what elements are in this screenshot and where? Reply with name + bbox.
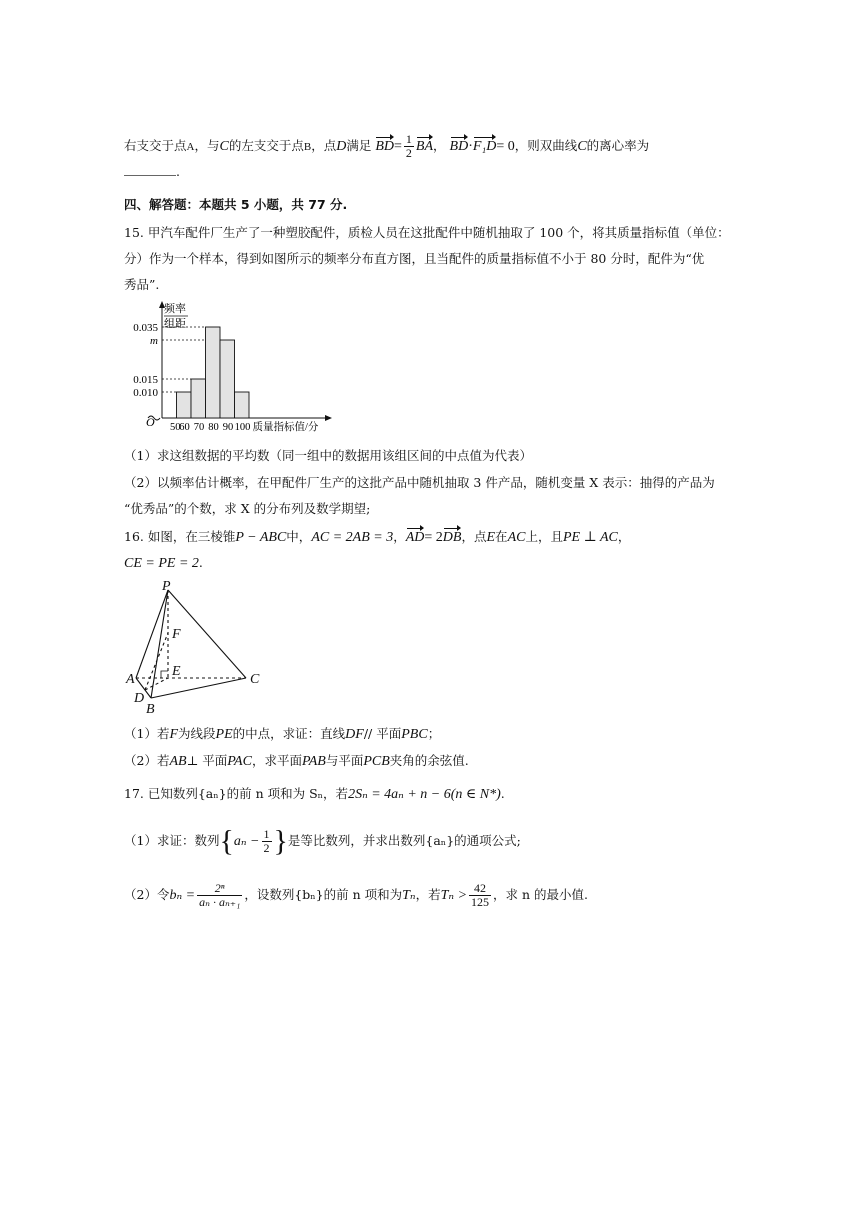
tn-inequality: Tₙ > <box>440 888 468 903</box>
pyramid-figure <box>120 578 270 718</box>
pyramid-name: P − ABC <box>235 530 287 545</box>
q16-sub1 <box>124 725 440 744</box>
q16-text: ，点 <box>461 529 487 544</box>
q14-point-a: A <box>186 141 195 153</box>
plane-pcb: PCB <box>363 754 390 769</box>
edge-bc <box>151 678 246 698</box>
q17-sub2-text: ，若 <box>415 887 441 902</box>
frac-den: 2 <box>263 841 270 855</box>
period: . <box>198 555 203 570</box>
vector-bd-2: BD <box>449 139 469 154</box>
frac-den: 125 <box>471 895 490 909</box>
period: . <box>500 786 505 801</box>
frac-num: 42 <box>469 882 491 896</box>
q16-sub1-text: （1）若 <box>124 726 170 741</box>
q14-text-a: 右支交于点 <box>124 138 187 153</box>
frequency-histogram <box>120 298 340 438</box>
x-tick-label: 80 <box>208 422 219 433</box>
q14-text-g: ，点 <box>311 138 337 153</box>
histogram-bar <box>220 340 235 418</box>
period: . <box>176 164 180 179</box>
q16-sub2-text: （2）若 <box>124 753 170 768</box>
plane-pbc: PBC <box>401 727 428 742</box>
label-f: F <box>172 627 181 642</box>
q16-text: 在 <box>495 529 508 544</box>
fraction-half <box>262 828 272 855</box>
segment-de <box>145 678 168 690</box>
comma: ， <box>433 138 446 153</box>
q17-sub1-text: 是等比数列，并求出数列{aₙ}的通项公式; <box>287 833 521 848</box>
x-axis-arrow <box>325 415 332 421</box>
x-tick-label: 90 <box>222 422 234 433</box>
q14-c: C <box>219 139 229 154</box>
q16-sub1-text: // 平面 <box>363 726 402 741</box>
q16-sub2-text: 夹角的余弦值. <box>389 753 469 768</box>
frac-num: 1 <box>405 132 412 146</box>
segment-pe-label: PE <box>215 727 233 742</box>
equals-zero: = 0 <box>496 139 515 154</box>
bn-def: bₙ = <box>169 888 196 903</box>
q16-sub2-text: ⊥ 平面 <box>186 753 228 768</box>
vector-ad: AD <box>405 530 425 545</box>
y-tick-label: m <box>150 335 158 347</box>
q15-line3: 秀品”. <box>124 277 160 292</box>
q16-sub1-text: ； <box>427 726 441 741</box>
q17-sub1 <box>124 824 521 858</box>
edge-pa <box>136 590 168 678</box>
right-brace: } <box>273 824 288 858</box>
histogram-bar <box>235 392 250 418</box>
histogram-bar <box>177 392 192 418</box>
label-c: C <box>250 672 260 687</box>
q16-sub1-text: 的中点，求证：直线 <box>232 726 346 741</box>
right-angle-mark <box>161 671 168 678</box>
q14-point-b: B <box>303 141 312 153</box>
q14-d: D <box>336 139 347 154</box>
q16-text: 中， <box>286 529 312 544</box>
frac-num: 2ⁿ <box>197 882 242 896</box>
q16-text: ， <box>617 529 631 544</box>
section-heading: 四、解答题：本题共 5 小题，共 77 分. <box>124 197 348 212</box>
segment-df <box>145 633 168 690</box>
dot-product: · <box>468 139 473 154</box>
q16-sub2-text: 与平面 <box>325 753 364 768</box>
q14-text-c: ，与 <box>194 138 220 153</box>
sequence-term: aₙ − <box>233 834 260 849</box>
edge-pb <box>151 590 168 698</box>
equals-two: = 2 <box>424 530 443 545</box>
label-d: D <box>134 691 145 706</box>
plane-pac: PAC <box>227 754 252 769</box>
fraction-bn <box>197 882 242 909</box>
q17-line1 <box>124 785 505 804</box>
q15-sub2-line2: “优秀品”的个数，求 X 的分布列及数学期望; <box>124 501 371 516</box>
x-tick-label: 100 <box>234 422 251 433</box>
tn: Tₙ <box>402 888 416 903</box>
perpendicular-relation: PE ⊥ AC <box>562 530 618 545</box>
q16-line2 <box>124 554 203 573</box>
frac-den: aₙ · aₙ₊₁ <box>199 895 241 909</box>
y-tick-label: 0.035 <box>133 322 158 334</box>
label-b: B <box>146 702 155 717</box>
condition: (n ∈ N*) <box>450 787 501 802</box>
q16-text: 16. 如图，在三棱锥 <box>124 529 236 544</box>
q15-sub1: （1）求这组数据的平均数（同一组中的数据用该组区间的中点值为代表） <box>124 448 532 463</box>
left-brace: { <box>219 824 234 858</box>
y-label-numerator: 频率 <box>164 303 186 315</box>
point-e: E <box>486 530 496 545</box>
y-tick-label: 0.015 <box>133 374 158 386</box>
q14-tail: ，则双曲线 <box>514 138 578 153</box>
q16-text: ， <box>393 529 406 544</box>
ce-pe-relation: CE = PE = 2 <box>124 556 199 571</box>
q17-text: 17. 已知数列{aₙ}的前 n 项和为 Sₙ，若 <box>124 786 349 801</box>
plane-pab: PAB <box>301 754 326 769</box>
q17-sub2-text: （2）令 <box>124 887 170 902</box>
q14-text-i: 满足 <box>346 138 372 153</box>
length-relation: AC = 2AB = 3 <box>311 530 394 545</box>
frac-den: 2 <box>405 146 412 160</box>
q14-tail-2: 的离心率为 <box>586 138 650 153</box>
sum-formula: 2Sₙ = 4aₙ + n − 6 <box>348 787 451 802</box>
vector-ba: BA <box>415 139 434 154</box>
line-df: DF <box>345 727 364 742</box>
answer-blank <box>124 175 176 176</box>
segment-ac: AC <box>507 530 526 545</box>
y-label-denominator: 组距 <box>164 318 186 330</box>
x-tick-label: 70 <box>193 422 205 433</box>
q14-answer-line <box>124 163 180 181</box>
vector-f1d: F₁D <box>472 139 497 154</box>
q16-line1 <box>124 528 630 547</box>
q17-sub2-text: ，求 n 的最小值. <box>493 887 589 902</box>
origin-label: O <box>146 415 155 429</box>
q14-text-e: 的左支交于点 <box>228 138 304 153</box>
fraction-half <box>404 133 414 160</box>
q17-sub1-text: （1）求证：数列 <box>124 833 220 848</box>
x-tick-label: 60 <box>179 422 190 433</box>
y-tick-label: 0.010 <box>133 387 158 399</box>
q14-c-2: C <box>577 139 587 154</box>
x-axis-label: 质量指标值/分 <box>252 422 319 433</box>
histogram-bar <box>206 327 221 418</box>
vector-bd: BD <box>375 139 394 154</box>
point-f: F <box>169 727 179 742</box>
segment-ab: AB <box>169 754 187 769</box>
q16-sub2 <box>124 752 469 771</box>
q15-line1: 15. 甲汽车配件厂生产了一种塑胶配件，质检人员在这批配件中随机抽取了 100 个，将其质量指标值（单位： <box>124 225 730 240</box>
equals: = <box>394 139 402 154</box>
q16-text: 上，且 <box>525 529 563 544</box>
q15-line2: 分）作为一个样本，得到如图所示的频率分布直方图，且当配件的质量指标值不小于 80 分时，配件为“优 <box>124 251 705 266</box>
q17-sub2-text: ，设数列{bₙ}的前 n 项和为 <box>244 887 403 902</box>
q17-sub2 <box>124 882 588 909</box>
q16-sub2-text: ，求平面 <box>251 753 302 768</box>
label-p: P <box>162 579 171 594</box>
q15-sub2-line1: （2）以频率估计概率，在甲配件厂生产的这批产品中随机抽取 3 件产品，随机变量 X 表示：抽得的产品为 <box>124 475 715 490</box>
label-a: A <box>126 672 135 687</box>
fraction-42-125 <box>469 882 491 909</box>
vector-db: DB <box>442 530 462 545</box>
x-tick-label: 50 <box>170 422 181 433</box>
histogram-bar <box>191 379 206 418</box>
frac-num: 1 <box>263 827 270 841</box>
q16-sub1-text: 为线段 <box>178 726 216 741</box>
q14-line <box>124 133 649 160</box>
label-e: E <box>172 664 181 679</box>
